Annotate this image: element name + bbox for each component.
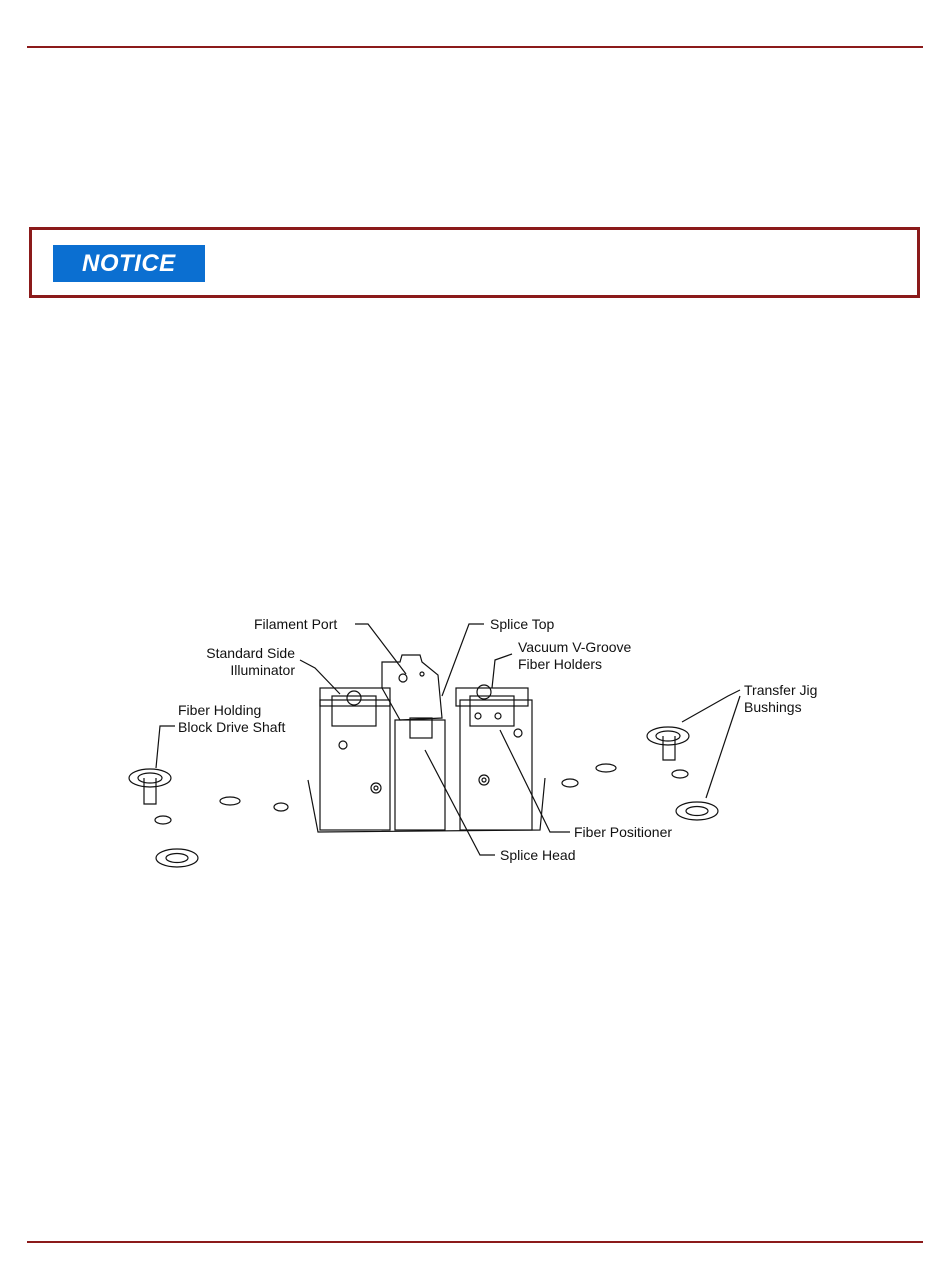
base-plate — [308, 778, 545, 832]
header-rule — [27, 46, 923, 48]
leader-jig-1 — [682, 690, 740, 722]
left-block — [320, 700, 390, 830]
label-vacuum-v-groove: Vacuum V-Groove Fiber Holders — [518, 639, 632, 672]
splicer-drawing — [120, 600, 840, 880]
leader-drive-shaft — [156, 726, 175, 768]
notice-box — [29, 227, 920, 298]
right-block — [460, 700, 532, 830]
footer-rule — [27, 1241, 923, 1243]
leader-fiber-positioner — [500, 730, 570, 832]
splice-top — [382, 655, 442, 720]
leader-vgroove — [492, 654, 512, 688]
leader-splice-top — [442, 624, 484, 696]
leader-jig-2 — [706, 696, 740, 798]
splicer-figure — [120, 600, 840, 880]
label-filament-port: Filament Port — [254, 616, 338, 632]
label-transfer-jig-bushings: Transfer Jig Bushings — [744, 682, 818, 715]
label-fiber-holding-block: Fiber Holding Block Drive Shaft — [178, 702, 286, 735]
notice-badge: NOTICE — [53, 245, 205, 282]
label-splice-top: Splice Top — [490, 616, 555, 632]
label-standard-side-illuminator: Standard Side Illuminator — [206, 645, 295, 678]
leader-filament-port — [355, 624, 406, 674]
label-splice-head: Splice Head — [500, 847, 576, 863]
label-fiber-positioner: Fiber Positioner — [574, 824, 673, 840]
